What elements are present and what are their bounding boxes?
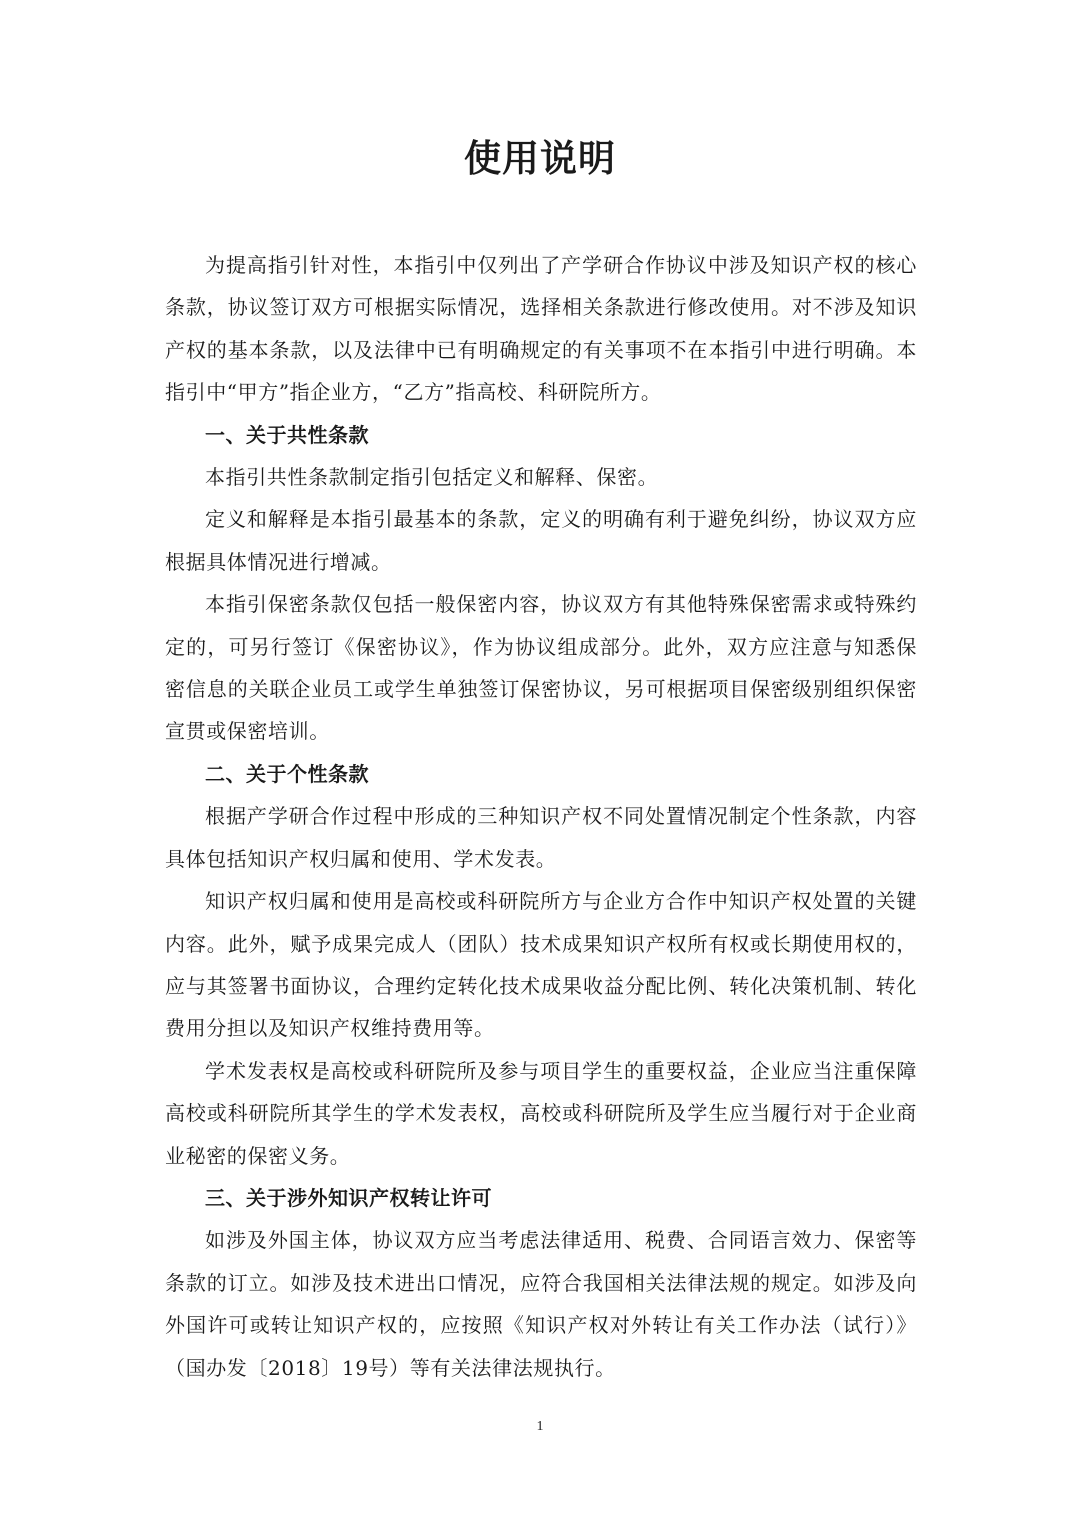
section-heading: 三、关于涉外知识产权转让许可 xyxy=(205,1185,492,1210)
paragraph: 如涉及外国主体，协议双方应当考虑法律适用、税费、合同语言效力、保密等条款的订立。如涉及技术进出口情况，应符合我国相关法律法规的规定。如涉及向外国许可或转让知识产权的，应按照《知识产权对外转让有关工作办法（试行）》（国办发〔2018〕19号）等有关法律法规执行。 xyxy=(165,1228,917,1380)
paragraph: 根据产学研合作过程中形成的三种知识产权不同处置情况制定个性条款，内容具体包括知识产权归属和使用、学术发表。 xyxy=(165,804,917,871)
paragraph: 定义和解释是本指引最基本的条款，定义的明确有利于避免纠纷，协议双方应根据具体情况进行增减。 xyxy=(165,507,917,574)
paragraph: 为提高指引针对性，本指引中仅列出了产学研合作协议中涉及知识产权的核心条款，协议签订双方可根据实际情况，选择相关条款进行修改使用。对不涉及知识产权的基本条款，以及法律中已有明确规定的有关事项不在本指引中进行明确。本指引中“甲方”指企业方，“乙方”指高校、科研院所方。 xyxy=(165,253,917,405)
paragraph: 知识产权归属和使用是高校或科研院所方与企业方合作中知识产权处置的关键内容。此外，赋予成果完成人（团队）技术成果知识产权所有权或长期使用权的，应与其签署书面协议，合理约定转化技术成果收益分配比例、转化决策机制、转化费用分担以及知识产权维持费用等。 xyxy=(165,889,917,1041)
page-number: 1 xyxy=(536,1419,544,1434)
document-body xyxy=(165,244,917,1389)
section-heading: 二、关于个性条款 xyxy=(205,761,369,786)
paragraph: 本指引共性条款制定指引包括定义和解释、保密。 xyxy=(205,465,659,490)
section-heading: 一、关于共性条款 xyxy=(205,422,369,447)
page-title: 使用说明 xyxy=(464,137,616,180)
paragraph: 学术发表权是高校或科研院所及参与项目学生的重要权益，企业应当注重保障高校或科研院所其学生的学术发表权，高校或科研院所及学生应当履行对于企业商业秘密的保密义务。 xyxy=(165,1058,917,1168)
paragraph: 本指引保密条款仅包括一般保密内容，协议双方有其他特殊保密需求或特殊约定的，可另行签订《保密协议》，作为协议组成部分。此外，双方应注意与知悉保密信息的关联企业员工或学生单独签订保密协议，另可根据项目保密级别组织保密宣贯或保密培训。 xyxy=(165,592,917,744)
